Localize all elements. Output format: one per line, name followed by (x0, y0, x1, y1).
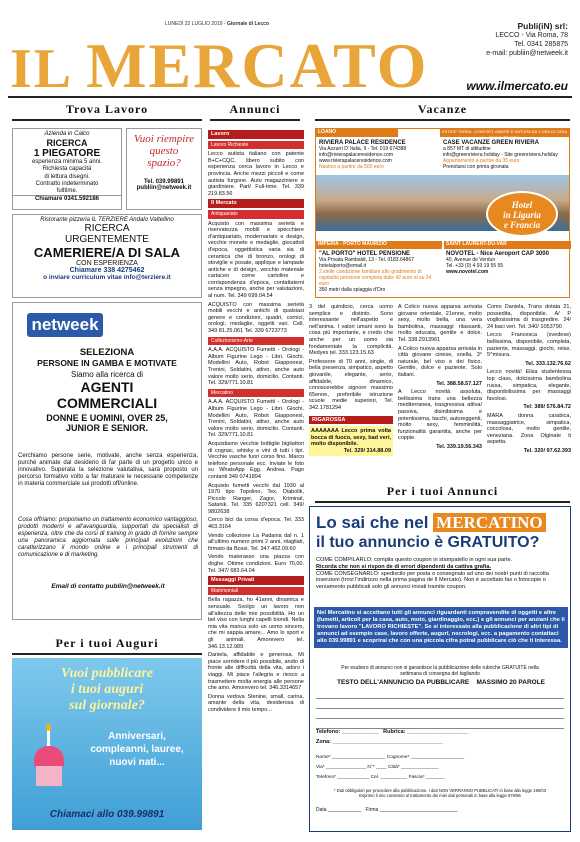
hotel-name: "AL PORTO" HOTEL PENSIONE (319, 251, 411, 257)
netweek-line: Siamo alla ricerca di (70, 370, 144, 379)
classified-phone: Tel. 329/ 314.88.09 (343, 447, 391, 454)
classified-ad: Acquistiamo vecchie bottiglie bigliattori di cognac, whisky e vini di tutti i tipi. Vecchie vasche fuori corso fino. Marco telefono personale ecc. Inviate le foto su WhatsApp Egg. Andrea. Pago contanti 349 0741894 (208, 440, 304, 480)
classified-ad: 3 del quindicio, cerca uomo semplice e distinto. Sono interessante nell'aspetto e nell'anima. I valori umani sono la cosa più importante, e credo che anche per un uomo sia fondamentale la complicità. Medyes tel. 333.123.15.63 (309, 304, 393, 357)
section-auguri: Per i tuoi Auguri (12, 636, 202, 655)
masthead-second: MERCATO (86, 30, 429, 101)
classified-ad: Cerco bici da corsa d'epoca. Tel. 333 463.3164 (208, 517, 304, 531)
field-telefono[interactable]: Telefono: (316, 729, 341, 735)
privacy-note: * Dati obbligatori per procedere alla pubblicazione. I dati NON VERRANNO PUBBLICATI in base alla legge 196/03 (333, 788, 547, 793)
mercatino-coupon: Lo sai che nel MERCATINO il tuo annuncio è GRATUITO? COME COMPILARLO: compila questo coupon in stampatello in ogni sua parte. Ricorda che non si rispon de di errori dipendenti da cattiva grafia. COME CONSEGNARLO: spediscilo per posta o consegnalo ad uno dei nostri punti di raccolta inserzioni (trovi l'indirizzo nella prima pagina de Il Mercato). Non è accettato fax o fotocopie o versamento pubblicati solo gli annunci inviati tramite coupon. Nel Mercatino si accettano tutti gli annunci riguardanti compravendite di oggetti e altre (fumetti, articoli per la casa, auto, moto, giardinaggio, ecc.) e gli annunci per anziani che li trovano lavoro "LAVORO RICHIESTE". Se si interessato alla pubblicazione di altri tipi di annunci ad esempio case, lavoro offerte, auguri, necrologi, ecc. a pagamento contattaci allo 039.99891 e scoprirai che con una piccola cifra potrai pubblicare ciò che ti interessa. Per esubero di annunci non si garantisce la pubblicazione delle rubriche GRATUITE nella settimana di consegna del tagliando TESTO DELL'ANNUNCIO DA PUBBLICARE MASSIMO 20 PAROLE Telefono: ____________ Rubrica: ____________________ Zona: ____________________________________ Nome* ____________________ Cognome* ____________________ Via* _______________ N°* ____ Città* ______________ Telefono* ____________ Cel. __________ Fascia* _______ * Dati obbligatori per procedere alla pubblicazione. I dati NON VERRANNO PUBBLICATI in base alla legge 196/03 Esprimo il mio consenso al trattamento dei miei dati personali in base alla legge 675/96 Data ____________ Firma ____________________________ (309, 506, 571, 832)
hotel-email: hotelalporto@email.it (319, 263, 367, 269)
hotel-name: RIVIERA PALACE RESIDENCE (319, 140, 406, 146)
hotel-phone: Tel. +33 (0) 4 93 19 55 55 (446, 263, 504, 269)
sub-collezionismo: Collezionismo-Arte (208, 337, 304, 346)
classified-ad: A.A.A. ACQUISTO Fumetti - Orologi - Album Figurine Lego - Libri. Giochi. Modellini Auto, Robot Giapponesi, Trenini, Soldatini, attivo, anche auto valore molto serio, domicilio. Contanti. Tel. 329/771.10.81 (208, 347, 304, 387)
netweek-ad (12, 302, 202, 620)
annunci-column (208, 128, 304, 718)
job1-company: Azienda in Calco (44, 131, 90, 137)
promo-phone: Tel. 039.99891 (144, 179, 184, 185)
right-col-2 (398, 304, 482, 452)
mercatino-lead-text: Lo sai che nel (316, 513, 429, 532)
masthead-title (10, 30, 429, 101)
job1-phone: Chiamare 0341.592186 (13, 195, 121, 203)
company-email[interactable]: e-mail: publiin@netweek.it (486, 50, 568, 57)
vacanze-ad (315, 128, 570, 298)
section-annunci: Annunci (210, 102, 300, 121)
field-data[interactable]: Data (316, 807, 327, 813)
promo-line: questo (149, 145, 179, 157)
field-via[interactable]: Via (316, 765, 323, 770)
classified-ad: Daniela, affidabile e generosa. Mi piace sorridere il più possibile, andio di fronte alle difficoltà della vita, adoro i viaggi. Mi piace l'allegria e riesco a trasmettere molta energia alle persone che amo. Amorevero tel. 346.3314657 (208, 652, 304, 692)
field-firma[interactable]: Firma (365, 807, 379, 813)
classified-ad: A Colico nuova apparsa arrivata in città giovane cinese, snella, 3° naturale, bel viso e dei fisico. Gentile, dolce e paziente. Solo italiani. (398, 345, 482, 378)
job2-action: RICERCA (84, 223, 130, 234)
section-vacanze: Vacanze (315, 102, 570, 121)
hotel-note: 2 stelle condizione familiare alto gradimento di ospitalità pensione completa dalle 42 euro al su 24 euro (319, 269, 432, 287)
field-cognome[interactable]: Cognome (386, 755, 408, 760)
hotel-web: www.novotel.com (446, 269, 489, 275)
instruction-line: COME CONSEGNARLO: spediscilo per posta o consegnalo ad uno dei nostri punti di raccolta inserzioni (trovi l'indirizzo nella prima pagina de Il Mercato). Non è accettato fax o fotocopie o versamento pubblicati solo gli annunci inviati tramite coupon. (316, 570, 549, 591)
classified-ad: MARA donna carabica, massaggiatrice, simpatica, coccolosa, molto gentile, veneziana. Zona Olginate ti aspetta. (487, 412, 571, 446)
right-col-1 (309, 304, 393, 456)
mercatino-lead (316, 513, 546, 533)
sub-mercatino: Mercatino (208, 389, 304, 398)
classified-ad: Vendo materasso una piazza con doghe. Ottime condizioni. Euro 70,00. Tel. 347/ 683.64.04 (208, 554, 304, 574)
hotel-email: info@rivierapalaceresidence.com (319, 152, 393, 158)
classified-ad: Bella ragazza, ho 41anni, dinamica e sensuale. Svolgo un lavoro non all'altezza delle mie possibilità. Ho un bel viso con lunghi capelli biondi. Nella mia vita manca solo un uomo sincero, che mi sappia amare... Amo lo sport e gli animali. Amorevero tel. 346.13.12.989 (208, 597, 304, 650)
promo-email: publiin@netweek.it (136, 185, 192, 191)
job1-line: Contratto indeterminato (35, 180, 99, 187)
mercatino-instructions (316, 557, 566, 591)
sub-matrimoniali: Matrimoniali (208, 587, 304, 596)
vacanze-banner: ESTATE TERRA, CONFORT, AMORE E NATURA DA 1 ORA DI CASA TUA IN RIVIERA (442, 129, 567, 140)
job1-line: esperienza minima 5 anni. (31, 159, 103, 166)
job1-line: fulltime. (56, 188, 78, 195)
classified-phone: Tel. 333.132.76.62 (525, 360, 571, 367)
job1-line: Richiesta capacità (42, 166, 92, 173)
job2-intro: Ristorante pizzeria IL TERZIERE Andalo Valtellino (40, 217, 174, 223)
classified-phone: Tel: 389/ 576.84.72 (523, 404, 571, 411)
company-phone: Tel. 0341 285875 (514, 41, 568, 48)
header-rule (8, 96, 572, 98)
classified-phone: Tel. 388.58.57.127 (436, 380, 482, 387)
classified-ad: Donna vedova Stenine, small, carina, amante della vita, desiderosa di condividere il mio tempo... (208, 693, 304, 713)
classified-ad: Como Daniela, Trans dotata 21, possedita, disponibile. A/ P vogliosissima di trasgredire. 24/ 24 baci veri. Tel. 340/ 1053790 (487, 304, 571, 330)
auguri-line: compleanni, lauree, (90, 744, 184, 755)
job-ad-piegatore (12, 128, 122, 210)
sub-lavoro-richieste: Lavoro Richieste (208, 141, 304, 150)
instruction-line: COME COMPILARLO: compila questo coupon in stampatello in ogni sua parte. (316, 557, 513, 563)
netweek-body: Cerchiamo persone serie, motivate, anche senza esperienza, purché animate dal desiderio di far parte di un progetto unico e innovativo. Superata la selezione valutativa, sarà proposto un percorso formativo volto a far maturare le necessarie competenze in materia commerciale sui prodotti off/online. (18, 453, 198, 488)
vacanze-imperia: IMPERIA - PORTO MAURIZIO (316, 241, 442, 249)
hotel-note: 350 metri dalla spiaggia d'Oro (319, 287, 386, 293)
classified-ad: ACQUISTO con massima serietà mobili vecchi e antichi di qualsiasi genere e condizioni, quadri, cornici, orologi, medaglie, oggetti vari. Cell. 349 81.25.061 Tel. 339 6723773 (208, 301, 304, 335)
coupon-limit: MASSIMO 20 PAROLE (476, 679, 546, 686)
supplement-name: Giornale di Lecco (226, 21, 269, 27)
netweek-offer: Cosa offriamo: proponiamo un trattamento economico vantaggioso, prodotti moderni e all'avanguardia, supportati da specialisti di esperienza, oltre che da corsi di training in grado di fornire sempre una panoramica aggiornata sulle principali evoluzioni che caratterizzano il mondo online e i principali strumenti di comunicazione e di marketing. (18, 517, 198, 559)
mercatino-headline: il tuo annuncio è GRATUITO? (316, 534, 540, 551)
job2-urgency: URGENTEMENTE (65, 234, 149, 245)
hotel-note: Appartamento a partire da 35 euro (443, 158, 520, 164)
cat-mercato: Il Mercato (208, 199, 304, 208)
classified-ad: Acquisto con massima serietà e riservatezza mobili e specchiere d'antiquariato, modernariato e design, vecchie monete e medaglie, giocattoli d'epoca, oggettistica varia sia di ceramica che di bronzo, orologi di stoviglie e posate, applique e lampade antiche e di design, vecchio materiale cartaceo come cartoline e corrispondenza d'epoca, contattatemi senza impegno, anche per valutazioni, al num. Tel. 349 699.04.54 (208, 220, 304, 300)
field-citta[interactable]: Città (388, 765, 398, 770)
netweek-line: PERSONE IN GAMBA E MOTIVATE (37, 358, 177, 368)
company-address: LECCO - Via Roma, 78 (495, 32, 568, 39)
hotel-name: CASE VACANZE GREEN RIVIERA (443, 140, 539, 146)
company-name: Publi(iN) srl: (517, 21, 568, 31)
job1-role: 1 PIEGATORE (33, 148, 101, 160)
classified-ad: A Lecco novità assoluta, bellissima trans una bellezza mediterranea, trasgressiva attiva/ passiva, disinibisima e potentissima, tacchi, autoreggenti, molto sexy, femminilità, funzionalità garantita, anche per coppie. (398, 389, 482, 442)
section-trova-lavoro: Trova Lavoro (12, 102, 202, 121)
job2-req: CON ESPERIENZA (76, 260, 138, 267)
promo-space-ad (126, 128, 202, 210)
classified-ad: A.A.A. ACQUISTO Fumetti - Orologi - Album Figurine Lego - Libri. Giochi. Modellini Auto, Robot Giapponesi, Trenini, Soldatini, attivo, anche auto valore molto serio, domicilio. Contanti. Tel. 329/771.10.81 (208, 399, 304, 439)
job-ad-cameriere (12, 214, 202, 298)
netweek-line: SELEZIONA (79, 347, 135, 358)
right-col-3 (487, 304, 571, 456)
classified-phone: Tel. 339.19.56.343 (436, 443, 482, 450)
hotel-note: Nautico a partire da 500 euro (319, 164, 384, 170)
hotel-name: NOVOTEL - Nice Aeroport CAP 3000 (446, 251, 549, 257)
classified-ad: AAAAAAA Lecco prima volta bocca di fuoco, sexy, bad veri, molto disponibile. (311, 428, 391, 448)
mercatino-notice: Nel Mercatino si accettano tutti gli annunci riguardanti compravendite di oggetti e altre (fumetti, articoli per la casa, auto, moto, giardinaggio, ecc.) e gli annunci per anziani che li trovano lavoro "LAVORO RICHIESTE". Se si interessato alla pubblicazione di altri tipi di annunci ad esempio case, lavoro offerte, auguri, necrologi, ecc. a pagamento contattaci allo 039.99891 e scoprirai che con una piccola cifra potrai pubblicare ciò che ti interessa. (314, 607, 568, 648)
hotel-addr: Via Privata Rambaldi, 13 - Tel. 0183.64867 (319, 257, 414, 263)
field-nome[interactable]: Nome (316, 755, 329, 760)
auguri-line: nuovi nati... (109, 757, 165, 768)
coupon-lines[interactable] (316, 689, 564, 729)
field-cel[interactable]: Cel. (370, 775, 380, 780)
sub-antiquariato: Antiquariato (208, 210, 304, 219)
masthead-first: IL (10, 38, 71, 100)
netweek-line: JUNIOR E SENIOR. (65, 423, 148, 433)
auguri-line: Anniversari, (108, 731, 166, 742)
netweek-line: DONNE E UOMINI, OVER 25, (46, 413, 168, 423)
netweek-line: AGENTI (80, 379, 134, 395)
classified-phone: Tel. 320/ 97.62.393 (523, 447, 571, 454)
classified-ad: Vendo collezione La Padania dal n. 1 all'ultimo numero primi 2 anni, ritagliati, firmato da Bossi. Tel. 347 462.09.60 (208, 532, 304, 552)
vacanze-france: SAINT LAURENT-DU-VAR (444, 241, 571, 249)
job1-line: di lettura disegni. (44, 173, 90, 180)
badge-line: in Liguria (503, 210, 541, 220)
hotel-web: www.rivierapalaceresidence.com (319, 158, 392, 164)
auguri-phone: Chiamaci allo 039.99891 (49, 809, 165, 820)
cat-lavoro: Lavoro (208, 130, 304, 139)
classified-ad: Acquisto fumetti vecchi dal 1930 al 1970 tipo Topolino, Tex, Diabolik, Piccolo Ranger, Zagor, Kriminal, Satanik. Tel. 335 6207321 cell. 349/ 9802638 (208, 482, 304, 515)
netweek-logo: netweek (27, 313, 103, 337)
section-tuoi-annunci: Per i tuoi Annunci (315, 484, 570, 503)
netweek-contact[interactable]: Email di contatto publiin@netweek.it (51, 583, 165, 590)
classified-ad: Professore di 70 anni, single, di bella presenza, simpatico, aspetto giovanile, elegante, serio, affidabile, dinamico, conoscerebbe signore massimo 65enne, preferibile istruzione scuole medie superiori, Tel. 342.1781294 (309, 358, 393, 411)
field-numero[interactable]: N° (367, 765, 373, 770)
issue-date: LUNEDÌ 22 LUGLIO 2019 (165, 21, 223, 27)
job2-email: o inviare curriculum vitae info@terziere.it (43, 274, 171, 281)
header-contact (486, 22, 568, 58)
classified-ad: Lecco Francesca (svedese) bellissima, disponibile, completa, paziente, massaggi, giochi, relax. 5^misura. (487, 332, 571, 359)
classified-ad: Lecco autista italiano con patente B+C+CQC, libero subito con esperienza cerca lavoro in Lecco e provincia. Anche mezzi piccoli e come autista furgone. Auto magazziniere e giardiniere. Part/ Full-time. Tel. 339 219.83.56 (208, 151, 304, 197)
job2-phone: Chiamare 338 4275462 (69, 267, 145, 274)
mercatino-brand: MERCATINO (433, 513, 545, 532)
header-issue-date: LUNEDÌ 22 LUGLIO 2019 - Giornale di Lecco (165, 21, 269, 27)
cat-messaggi: Messaggi Privati (208, 576, 304, 585)
job2-role: CAMERIERE/A DI SALA (33, 245, 181, 260)
hotel-addr: a 857 MT di altitudine (443, 146, 491, 152)
auguri-line: sul giornale? (69, 698, 145, 713)
promo-line: spazio? (147, 157, 181, 169)
coupon-note: Per esubero di annunci non si garantisce la pubblicazione delle rubriche GRATUITE nella settimana di consegna del tagliando (341, 665, 539, 677)
badge-line: Hotel (511, 200, 533, 210)
classified-ad: A Colico nuova apparsa arrivata giovane orientale, 21enne, molto sexy, molto bella, una vera bambolina, massaggi rilassanti, molto educata, gentile e dolce. Tel. 338.2913961 (398, 304, 482, 343)
hotel-addr: 40, Avenue de Verdun (446, 257, 496, 263)
coupon-title: TESTO DELL'ANNUNCIO DA PUBBLICARE (336, 679, 470, 686)
netweek-line: COMMERCIALI (56, 395, 158, 411)
field-telefono2[interactable]: Telefono (316, 775, 335, 780)
promo-line: Vuoi riempire (133, 133, 195, 145)
auguri-line: Vuoi pubblicare (60, 666, 154, 681)
field-zona[interactable]: Zona: (316, 739, 331, 745)
cupcake-icon (26, 722, 72, 788)
hotel-badge (486, 191, 558, 237)
hotel-email: info@greenriviera.holiday - Site greenriviera.holiday (443, 152, 558, 158)
field-rubrica[interactable]: Rubrica: (383, 729, 406, 735)
vacanze-loano: LOANO (316, 129, 398, 137)
classified-ad: Lecco novità! Elisa studentessa top class, dolcissima bambolina russa, simpatica, elegante, disponibilissima per massaggi favolosi. (487, 369, 571, 402)
privacy-note: Esprimo il mio consenso al trattamento dei miei dati personali in base alla legge 675/96 (359, 793, 521, 798)
auguri-line: i tuoi auguri (70, 682, 144, 697)
badge-line: e Francia (503, 220, 541, 230)
hotel-addr: Via Azzurri D' Italia, 9 - Tel. 019 674388 (319, 146, 407, 152)
auguri-ad (12, 658, 202, 830)
instruction-line: Ricorda che non si rispon de di errori dipendenti da cattiva grafia. (316, 563, 491, 570)
cat-rigarossa: RIGAROSSA (309, 416, 393, 425)
job1-action: RICERCA (46, 138, 88, 149)
site-url[interactable]: www.ilmercato.eu (466, 79, 568, 93)
hotel-note: Prenotarsi con prima gironata (443, 164, 509, 170)
field-fascia[interactable]: Fascia (408, 775, 423, 780)
